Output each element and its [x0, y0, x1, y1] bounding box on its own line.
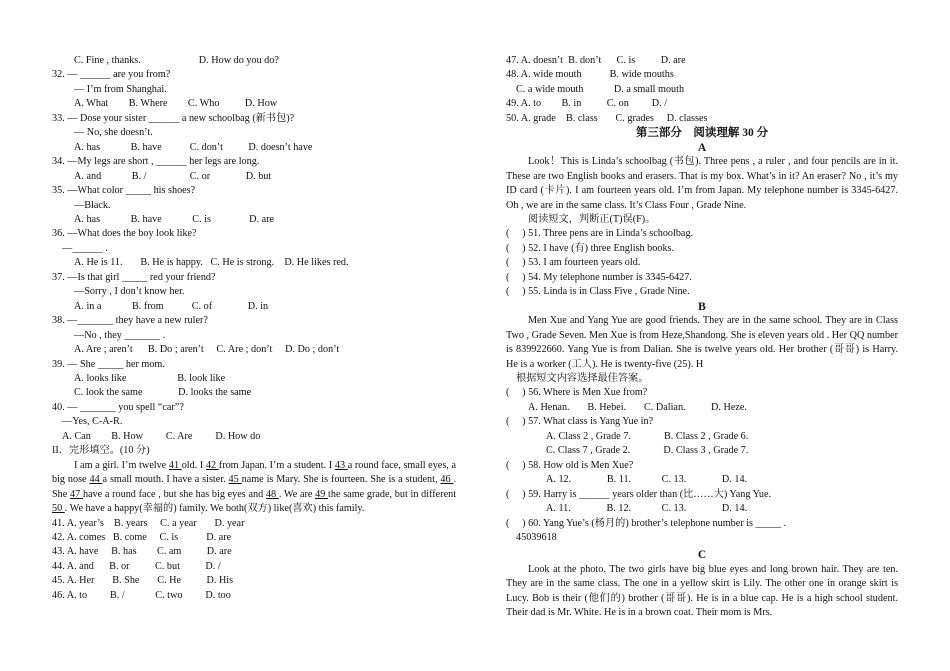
q40-options: A. Can B. How C. Are D. How do	[62, 430, 261, 442]
cloze-option-46: 46. A. to B. / C. two D. too	[52, 589, 231, 601]
q34-options: A. and B. / C. or D. but	[74, 170, 272, 182]
q56: ( ) 56. Where is Men Xue from?	[506, 387, 648, 399]
part3-title: 第三部分 阅读理解 30 分	[635, 127, 769, 140]
q36-reply: —______ .	[62, 242, 108, 254]
section-a-instruction: 阅读短文，判断正(T)误(F)。	[528, 213, 656, 225]
q38-stem: 38. —_______ they have a new ruler?	[52, 315, 208, 327]
q58: ( ) 58. How old is Men Xue?	[506, 459, 634, 471]
section-b-passage: Men Xue and Yang Yue are good friends. They are in the same school. They are in Class Two , Grade Seven. Men Xue is from Heze,Shandong. She is eleven years old . Her QQ number is 839922660. Yang Yue is from Dalian. She is twelve years old. Her brother (哥哥) is Harry. He is a worker (工人). He is twenty-five (25). H	[506, 315, 898, 370]
q39-options-ab: A. looks like B. look like	[74, 372, 226, 384]
q33-stem: 33. — Dose your sister ______ a new schoolbag (新书包)?	[52, 112, 295, 124]
blank-46: 46	[440, 474, 454, 486]
blank-43: 43	[334, 459, 348, 471]
cloze-option-48-ab: 48. A. wide mouth B. wide mouths	[506, 69, 674, 81]
q55: ( ) 55. Linda is in Class Five , Grade Nine.	[506, 286, 690, 298]
q53: ( ) 53. I am fourteen years old.	[506, 257, 641, 269]
cloze-option-44: 44. A. and B. or C. but D. /	[52, 560, 221, 572]
cloze-option-50: 50. A. grade B. class C. grades D. classes	[506, 112, 708, 124]
section-a-label: A	[697, 141, 707, 154]
blank-47: 47	[70, 488, 83, 500]
q34-stem: 34. —My legs are short , ______ her legs are long.	[52, 156, 260, 168]
q57: ( ) 57. What class is Yang Yue in?	[506, 416, 654, 428]
q33-options: A. has B. have C. don’t D. doesn’t have	[74, 141, 313, 153]
cloze-option-48-cd: C. a wide mouth D. a small mouth	[516, 83, 685, 95]
q54: ( ) 54. My telephone number is 3345-6427.	[506, 271, 692, 283]
q39-options-cd: C. look the same D. looks the same	[74, 387, 252, 399]
q38-reply: —No , they _______ .	[74, 329, 166, 341]
q38-options: A. Are ; aren’t B. Do ; aren’t C. Are ; don’t D. Do ; don’t	[74, 344, 340, 356]
section-b-label: B	[698, 300, 706, 313]
section-c-label: C	[697, 549, 707, 562]
cloze-option-41: 41. A. year’s B. years C. a year D. year	[52, 517, 245, 529]
section-a-passage: Look！This is Linda’s schoolbag (书包). Three pens , a ruler , and four pencils are in it. These are two English books and erasers. That is my box. What’s in it? An eraser? No , it’s my ID card (卡片). I am fourteen years old. I’m from Japan. My telephone number is 3345-6427. Oh , we are in the same class. It’s Class Four , Grade Nine.	[506, 156, 898, 211]
q59-options: A. 11. B. 12. C. 13. D. 14.	[546, 503, 748, 515]
blank-42: 42	[205, 459, 219, 471]
q32-options: A. What B. Where C. Who D. How	[74, 98, 278, 110]
q56-options: A. Henan. B. Hebei. C. Dalian. D. Heze.	[528, 401, 747, 413]
q31-options	[52, 54, 456, 68]
q60: ( ) 60. Yang Yue’s (杨月的) brother’s telephone number is _____ .	[506, 517, 787, 529]
q32-reply: — I’m from Shanghai.	[74, 83, 167, 95]
blank-41: 41	[168, 459, 182, 471]
blank-50: 50	[52, 503, 65, 515]
q57-options-cd: C. Class 7 , Grade 2. D. Class 3 , Grade 7.	[546, 445, 749, 457]
q36-stem: 36. —What does the boy look like?	[52, 228, 197, 240]
q32-stem: 32. — ______ are you from?	[52, 69, 171, 81]
q35-reply: —Black.	[74, 199, 111, 211]
q40-reply: —Yes, C-A-R.	[62, 416, 123, 428]
q40-stem: 40. — _______ you spell “car”?	[52, 401, 184, 413]
q58-options: A. 12. B. 11. C. 13. D. 14.	[546, 474, 748, 486]
q39-stem: 39. — She _____ her mom.	[52, 358, 165, 370]
q37-stem: 37. —Is that girl _____ red your friend?	[52, 271, 216, 283]
blank-45: 45	[228, 474, 242, 486]
q51: ( ) 51. Three pens are in Linda’s schoolbag.	[506, 228, 694, 240]
q57-options-ab: A. Class 2 , Grade 7. B. Class 2 , Grade 6.	[546, 430, 749, 442]
q37-reply: —Sorry , I don’t know her.	[74, 286, 185, 298]
q35-stem: 35. —What color _____ his shoes?	[52, 185, 196, 197]
q37-options: A. in a B. from C. of D. in	[74, 300, 269, 312]
q60-answer: 45039618	[516, 531, 557, 543]
blank-44: 44	[89, 474, 103, 486]
left-column	[52, 54, 456, 603]
section-b-instruction: 根据短文内容选择最佳答案。	[516, 372, 649, 384]
section-c-passage: Look at the photo. The two girls have big blue eyes and long brown hair. They are ten. They are in the same class. The one in a yellow skirt is Lily. The other one in orange skirt is Lucy. Bob is their (他们的) brother (哥哥). He is in a blue cap. He is a high school student. Their dad is Mr. White. He is in a brown coat. Their mom is Mrs.	[506, 563, 898, 619]
q35-options: A. has B. have C. is D. are	[74, 213, 275, 225]
cloze-option-42: 42. A. comes B. come C. is D. are	[52, 531, 232, 543]
cloze-option-49: 49. A. to B. in C. on D. /	[506, 98, 668, 110]
q33-reply: — No, she doesn’t.	[74, 127, 153, 139]
cloze-option-47: 47. A. doesn’t B. don’t C. is D. are	[506, 55, 686, 66]
q31-option-d: D. How do you do?	[198, 55, 279, 66]
cloze-option-43: 43. A. have B. has C. am D. are	[52, 546, 232, 558]
right-column	[506, 54, 898, 621]
q36-options: A. He is 11. B. He is happy. C. He is strong. D. He likes red.	[74, 257, 349, 269]
blank-48: 48	[265, 488, 279, 500]
blank-49: 49	[315, 488, 329, 500]
cloze-title: II．完形填空。(10 分)	[52, 445, 150, 457]
q59: ( ) 59. Harry is ______ years older than (比……大) Yang Yue.	[506, 488, 772, 500]
q31-option-c: C. Fine , thanks.	[74, 55, 141, 66]
cloze-option-45: 45. A. Her B. She C. He D. His	[52, 575, 234, 587]
cloze-passage: I am a girl. I’m twelve 41 old. I 42 from Japan. I’m a student. I 43 a round face, small eyes, a big nose 44 a small mouth. I have a sister. 45 name is Mary. She is fourteen. She is a student, 46 . She 47 have a round face , but she has big eyes and 48 . We are 49 the same grade, but in different 50 . We have a happy(幸福的) family. We both(双方) like(喜欢) this family.	[52, 459, 457, 515]
q52: ( ) 52. I have (有) three English books.	[506, 242, 675, 254]
